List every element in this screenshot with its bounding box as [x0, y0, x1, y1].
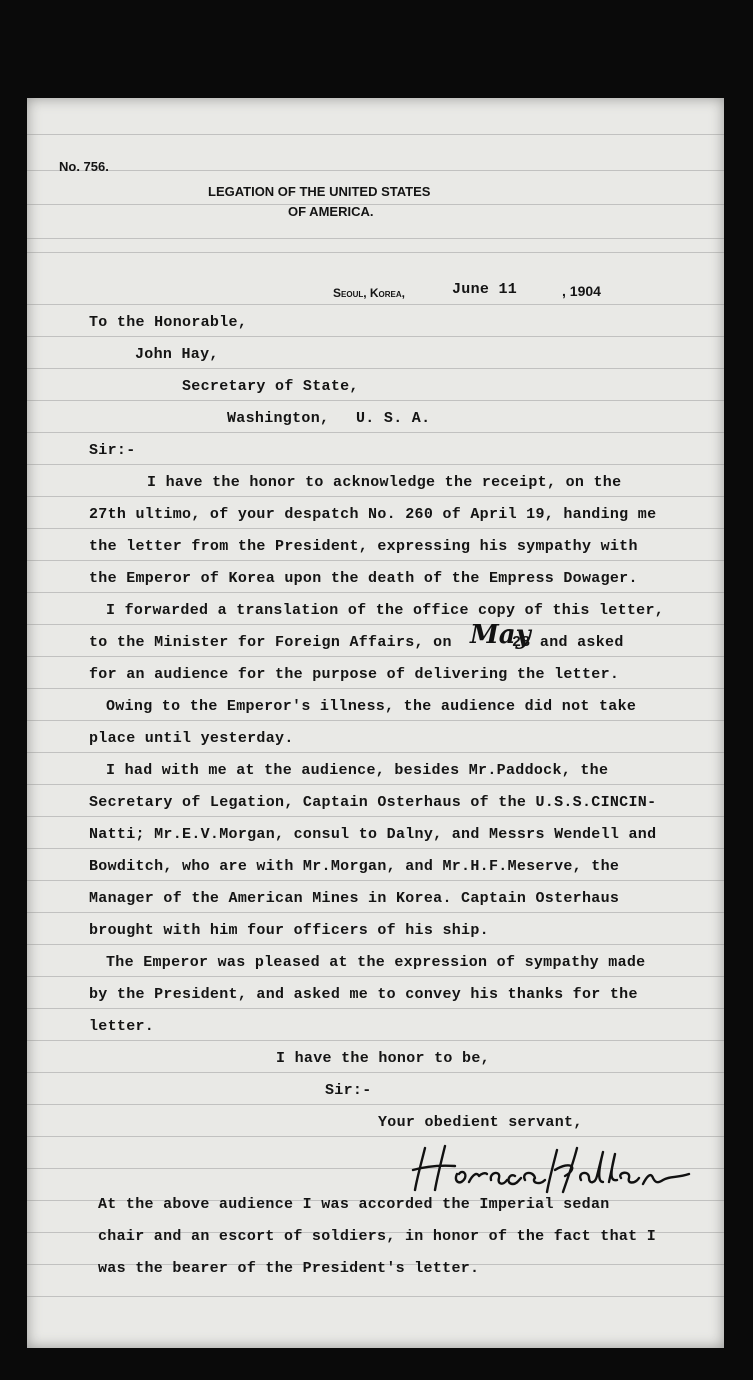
address-line-4: Washington, — [227, 410, 330, 427]
postscript-line: chair and an escort of soldiers, in honor of the fact that I — [98, 1228, 657, 1245]
address-line-3: Secretary of State, — [182, 378, 359, 395]
body-line: I had with me at the audience, besides Mr.Paddock, the — [106, 762, 609, 779]
body-line: Secretary of Legation, Captain Osterhaus of the U.S.S.CINCIN- — [89, 794, 657, 811]
address-line-2: John Hay, — [135, 346, 219, 363]
closing-line-1: I have the honor to be, — [276, 1050, 490, 1067]
address-line-1: To the Honorable, — [89, 314, 248, 331]
postscript-line: At the above audience I was accorded the Imperial sedan — [98, 1196, 610, 1213]
address-country: U. S. A. — [356, 410, 431, 427]
body-line: by the President, and asked me to convey his thanks for the — [89, 986, 638, 1003]
body-line: I have the honor to acknowledge the receipt, on the — [147, 474, 622, 491]
body-line: to the Minister for Foreign Affairs, on — [89, 634, 452, 651]
body-line: Manager of the American Mines in Korea. Captain Osterhaus — [89, 890, 620, 907]
letter-place: Seoul, Korea, — [333, 286, 406, 300]
body-line: 28 and asked — [512, 634, 624, 651]
body-line: 27th ultimo, of your despatch No. 260 of April 19, handing me — [89, 506, 657, 523]
closing-line-2: Sir:- — [325, 1082, 372, 1099]
body-line: I forwarded a translation of the office copy of this letter, — [106, 602, 665, 619]
body-line: Owing to the Emperor's illness, the audience did not take — [106, 698, 637, 715]
body-line: the Emperor of Korea upon the death of the Empress Dowager. — [89, 570, 638, 587]
legation-heading-line1: LEGATION OF THE UNITED STATES — [208, 184, 431, 199]
letter-page — [27, 98, 724, 1348]
postscript-line: was the bearer of the President's letter. — [98, 1260, 480, 1277]
body-line: for an audience for the purpose of delivering the letter. — [89, 666, 620, 683]
legation-heading-line2: OF AMERICA. — [288, 204, 374, 219]
signature — [407, 1138, 697, 1198]
handwritten-month: May — [470, 620, 531, 650]
body-line: brought with him four officers of his ship. — [89, 922, 489, 939]
despatch-number: No. 756. — [59, 159, 109, 174]
closing-line-3: Your obedient servant, — [378, 1114, 583, 1131]
body-line: Natti; Mr.E.V.Morgan, consul to Dalny, and Messrs Wendell and — [89, 826, 657, 843]
letter-year: , 1904 — [562, 283, 601, 299]
body-line: place until yesterday. — [89, 730, 294, 747]
body-line: Bowditch, who are with Mr.Morgan, and Mr.H.F.Meserve, the — [89, 858, 620, 875]
body-line: The Emperor was pleased at the expression of sympathy made — [106, 954, 646, 971]
body-line: letter. — [89, 1018, 155, 1035]
salutation: Sir:- — [89, 442, 136, 459]
letter-date: June 11 — [452, 281, 518, 298]
body-line: the letter from the President, expressing his sympathy with — [89, 538, 638, 555]
